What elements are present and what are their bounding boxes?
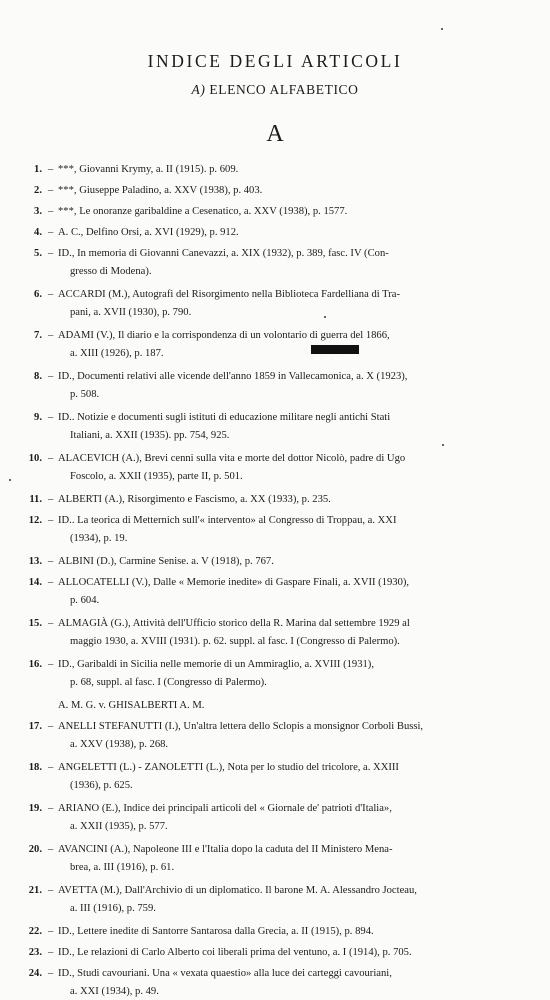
- entry-text: [58, 718, 530, 753]
- entry-number: 4.: [34, 227, 42, 238]
- entry-text: [58, 409, 530, 444]
- entry-number: 15.: [28, 618, 42, 629]
- entry-text: [58, 944, 530, 962]
- entry-text: [58, 923, 530, 941]
- entry-line: ***, Le onoranze garibaldine a Cesenatico, a. XXV (1938), p. 1577.: [58, 206, 348, 217]
- entry-number: 17.: [28, 721, 42, 732]
- entry-dash: –: [48, 844, 54, 855]
- entry-line: ALACEVICH (A.), Brevi cenni sulla vita e morte del dottor Nicolò, padre di Ugo: [58, 453, 406, 464]
- entry-number: 2.: [34, 185, 42, 196]
- entry-number: 9.: [34, 412, 42, 423]
- entry-line-continued: Foscolo, a. XXII (1935), parte II, p. 501.: [70, 470, 243, 482]
- entry-text: [58, 882, 530, 917]
- entry-line: ID., Studi cavouriani. Una « vexata quaestio» alla luce dei carteggi cavouriani,: [58, 968, 392, 979]
- entry-dash: –: [48, 371, 54, 382]
- speck: [442, 444, 444, 446]
- entry-text: [58, 553, 530, 571]
- entry-line: ***, Giovanni Krymy, a. II (1915). p. 609.: [58, 164, 239, 175]
- entry-dash: –: [48, 885, 54, 896]
- entry-number: 7.: [34, 330, 42, 341]
- speck: [324, 316, 326, 318]
- entry-number: 6.: [34, 289, 42, 300]
- entry-line-continued: gresso di Modena).: [70, 265, 152, 277]
- entry-number: 13.: [28, 556, 42, 567]
- entry-dash: –: [48, 185, 54, 196]
- entry-line-continued: p. 508.: [70, 388, 100, 400]
- entry-number: 3.: [34, 206, 42, 217]
- entry-number: 5.: [34, 248, 42, 259]
- entry-text: [58, 512, 530, 547]
- entry-dash: –: [48, 577, 54, 588]
- entry-number: 18.: [28, 762, 42, 773]
- entry-line: ALMAGIÀ (G.), Attività dell'Ufficio storico della R. Marina dal settembre 1929 al: [58, 618, 410, 629]
- entry-text: [58, 182, 530, 200]
- entry-line: ID., Lettere inedite di Santorre Santarosa dalla Grecia, a. II (1915), p. 894.: [58, 926, 374, 937]
- entry-line: ID.. La teorica di Metternich sull'« intervento» al Congresso di Troppau, a. XXI: [58, 515, 397, 526]
- entry-number: 11.: [29, 494, 42, 505]
- entry-dash: –: [48, 412, 54, 423]
- entry-dash: –: [48, 248, 54, 259]
- entry-line: ID., Documenti relativi alle vicende dell'anno 1859 in Vallecamonica, a. X (1923),: [58, 371, 408, 382]
- entry-dash: –: [48, 926, 54, 937]
- entry-number: 16.: [28, 659, 42, 670]
- entry-line: ID., Garibaldi in Sicilia nelle memorie di un Ammiraglio, a. XVIII (1931),: [58, 659, 374, 670]
- page-title: INDICE DEGLI ARTICOLI: [147, 51, 403, 71]
- entry-number: 24.: [28, 968, 42, 979]
- entry-text: [58, 491, 530, 509]
- entry-line-continued: a. XIII (1926), p. 187.: [70, 347, 164, 359]
- entry-line-continued: (1934), p. 19.: [70, 532, 128, 544]
- entry-text: [58, 759, 530, 794]
- entry-line: ACCARDI (M.), Autografi del Risorgimento nella Biblioteca Fardelliana di Tra-: [58, 289, 400, 300]
- entry-number: 20.: [28, 844, 42, 855]
- entry-dash: –: [48, 227, 54, 238]
- entry-line-continued: (1936), p. 625.: [70, 779, 133, 791]
- entry-line-continued: a. III (1916), p. 759.: [70, 902, 156, 914]
- entry-line: ID., Le relazioni di Carlo Alberto coi liberali prima del ventuno, a. I (1914), p. 705.: [58, 947, 412, 958]
- entry-number: 23.: [28, 947, 42, 958]
- entry-dash: –: [48, 721, 54, 732]
- entry-text: [58, 656, 530, 691]
- entry-dash: –: [48, 330, 54, 341]
- entry-line: ID., In memoria di Giovanni Canevazzi, a. XIX (1932), p. 389, fasc. IV (Con-: [58, 248, 389, 259]
- entry-text: [58, 286, 530, 321]
- entry-text: [58, 327, 530, 362]
- entry-line-continued: pani, a. XVII (1930), p. 790.: [70, 306, 192, 318]
- speck: [441, 28, 443, 30]
- entry-text: [58, 203, 530, 221]
- entry-text: [58, 615, 530, 650]
- entry-number: 1.: [34, 164, 42, 175]
- entry-dash: –: [48, 762, 54, 773]
- entry-number: 22.: [28, 926, 42, 937]
- entry-line-continued: brea, a. III (1916), p. 61.: [70, 861, 175, 873]
- entry-line: ***, Giuseppe Paladino, a. XXV (1938), p. 403.: [58, 185, 263, 196]
- entry-dash: –: [48, 968, 54, 979]
- entry-line: AVETTA (M.), Dall'Archivio di un diplomatico. Il barone M. A. Alessandro Jocteau,: [58, 885, 417, 896]
- entry-line-continued: p. 604.: [70, 594, 100, 606]
- entry-number: 8.: [34, 371, 42, 382]
- entry-line: ALBERTI (A.), Risorgimento e Fascismo, a. XX (1933), p. 235.: [58, 494, 331, 505]
- entry-dash: –: [48, 659, 54, 670]
- entry-text: [58, 841, 530, 876]
- entry-dash: –: [48, 206, 54, 217]
- entry-line: ADAMI (V.), Il diario e la corrispondenza di un volontario di guerra del 1866,: [58, 330, 390, 341]
- entry-dash: –: [48, 618, 54, 629]
- section-letter: A: [266, 121, 284, 147]
- entry-dash: –: [48, 803, 54, 814]
- entry-dash: –: [48, 494, 54, 505]
- entry-line: AVANCINI (A.), Napoleone III e l'Italia dopo la caduta del II Ministero Mena-: [58, 844, 393, 855]
- entry-text: [58, 161, 530, 179]
- entry-line-continued: maggio 1930, a. XVIII (1931). p. 62. suppl. al fasc. I (Congresso di Palermo).: [70, 635, 400, 647]
- entry-dash: –: [48, 289, 54, 300]
- entry-line-continued: Italiani, a. XXII (1935). pp. 754, 925.: [70, 429, 230, 441]
- ink-blot: [311, 345, 359, 354]
- entry-line-continued: p. 68, suppl. al fasc. I (Congresso di Palermo).: [70, 676, 267, 688]
- subtitle-letter: A): [191, 82, 206, 97]
- entry-dash: –: [48, 453, 54, 464]
- speck: [9, 479, 11, 481]
- entry-line: A. C., Delfino Orsi, a. XVI (1929), p. 912.: [58, 227, 239, 238]
- entry-text: [58, 800, 530, 835]
- entry-line: ANELLI STEFANUTTI (I.), Un'altra lettera dello Sclopis a monsignor Corboli Bussi,: [58, 721, 424, 732]
- entry-line: ID.. Notizie e documenti sugli istituti di educazione militare negli antichi Stati: [58, 412, 391, 423]
- entry-line-continued: a. XXII (1935), p. 577.: [70, 820, 168, 832]
- entry-line-continued: a. XXI (1934), p. 49.: [70, 985, 159, 997]
- entry-line: ANGELETTI (L.) - ZANOLETTI (L.), Nota per lo studio del tricolore, a. XXIII: [58, 762, 399, 773]
- cross-reference: A. M. G. v. GHISALBERTI A. M.: [58, 700, 205, 711]
- entry-number: 14.: [28, 577, 42, 588]
- entry-line: ARIANO (E.), Indice dei principali articoli del « Giornale de' patrioti d'Italia»,: [58, 803, 392, 814]
- entry-text: [58, 245, 530, 280]
- entry-text: [58, 224, 530, 242]
- entry-number: 12.: [28, 515, 42, 526]
- entry-dash: –: [48, 556, 54, 567]
- entry-dash: –: [48, 164, 54, 175]
- entry-text: [58, 965, 530, 1000]
- entry-text: [58, 574, 530, 609]
- entry-dash: –: [48, 947, 54, 958]
- subtitle-text: ELENCO ALFABETICO: [209, 82, 359, 97]
- entry-number: 10.: [28, 453, 42, 464]
- entry-line: ALLOCATELLI (V.), Dalle « Memorie inedite» di Gaspare Finali, a. XVII (1930),: [58, 577, 410, 588]
- entry-number: 21.: [28, 885, 42, 896]
- entry-number: 19.: [28, 803, 42, 814]
- entry-text: [58, 450, 530, 485]
- entry-line-continued: a. XXV (1938), p. 268.: [70, 738, 169, 750]
- entry-text: [58, 368, 530, 403]
- entry-line: ALBINI (D.), Carmine Senise. a. V (1918), p. 767.: [58, 556, 274, 567]
- entry-dash: –: [48, 515, 54, 526]
